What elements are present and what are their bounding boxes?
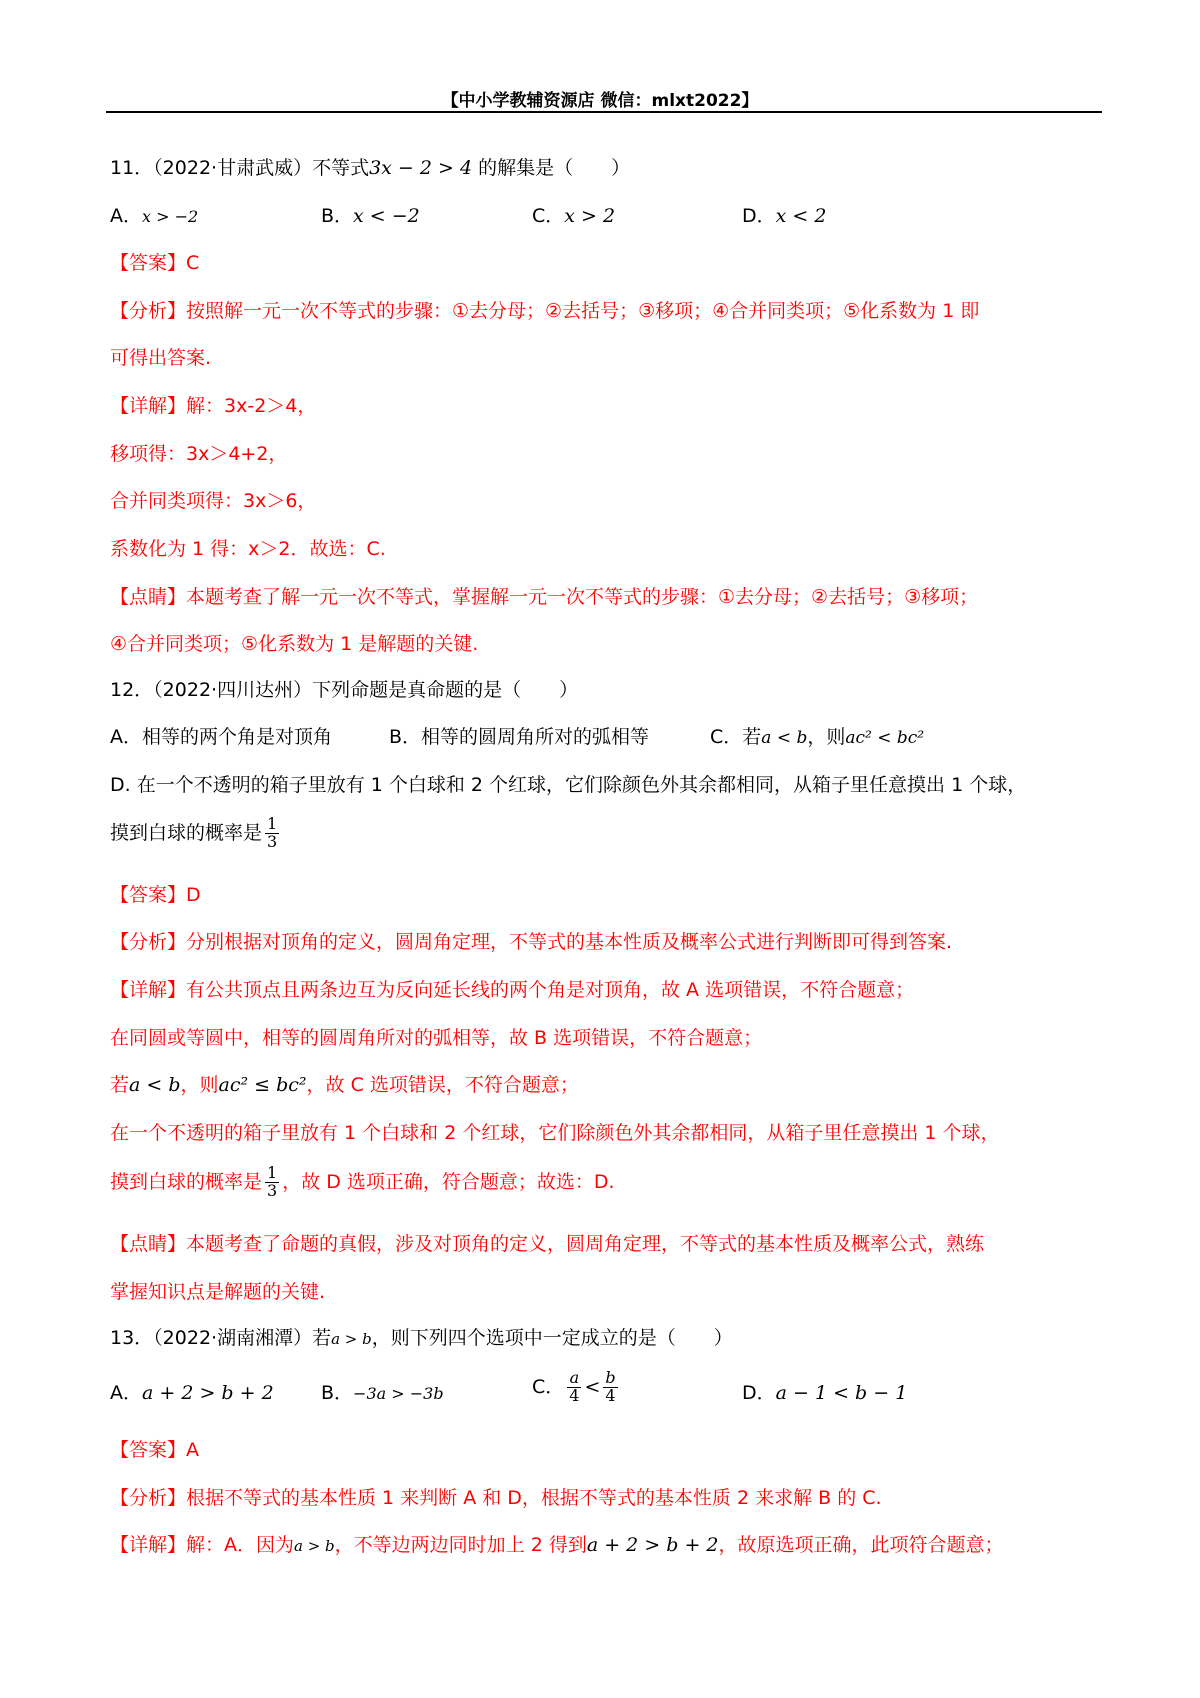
q13-detail-mid: ，不等边两边同时加上 2 得到 [334, 1534, 587, 1556]
q11-option-c [532, 207, 615, 226]
q12-detail-3-cond: a < b [129, 1074, 181, 1096]
q11-detail-2: 移项得：3x＞4+2， [110, 443, 288, 465]
q12-answer: 【答案】D [110, 884, 201, 906]
q13-option-b [321, 1384, 444, 1403]
q12-detail-3-suffix: ，故 C 选项错误，不符合题意； [306, 1074, 579, 1096]
q13-detail-suffix: ，故原选项正确，此项符合题意； [718, 1534, 1004, 1556]
q11-detail-4: 系数化为 1 得：x＞2．故选：C. [110, 538, 386, 560]
q13-option-c [532, 1370, 621, 1405]
q11-option-a [110, 207, 198, 226]
q12-option-b: B．相等的圆周角所对的弧相等 [389, 726, 650, 748]
q13-stem [110, 1329, 733, 1348]
q12-option-c [710, 728, 924, 747]
q11-option-d-math: x < 2 [775, 205, 827, 227]
q12-option-d-1: D. 在一个不透明的箱子里放有 1 个白球和 2 个红球，它们除颜色外其余都相同，从箱子里任意摸出 1 个球， [110, 774, 1027, 796]
q13-frac-a-num: a [567, 1370, 581, 1388]
q13-option-c-lt: < [584, 1375, 601, 1398]
q13-answer: 【答案】A [110, 1439, 199, 1461]
q13-frac-b-num: b [605, 1368, 616, 1387]
q12-detail-5-fraction [265, 1165, 279, 1200]
q12-option-c-mid: ，则 [807, 726, 846, 748]
q12-option-a: A．相等的两个角是对顶角 [110, 726, 332, 748]
q13-analysis: 【分析】根据不等式的基本性质 1 来判断 A 和 D，根据不等式的基本性质 2 来求解 B 的 C. [110, 1487, 882, 1509]
q11-option-b-math: x < −2 [353, 205, 420, 227]
q12-detail-5-suffix: ，故 D 选项正确，符合题意；故选：D. [282, 1170, 615, 1193]
q12-option-c-res: ac² < bc² [845, 728, 925, 748]
q13-option-c-frac-b [603, 1370, 617, 1405]
q12-detail-3-mid: ，则 [180, 1074, 219, 1096]
q13-stem-math: a > b [331, 1330, 372, 1348]
q12-option-c-prefix: C．若 [710, 726, 762, 748]
q11-comment-2: ④合并同类项；⑤化系数为 1 是解题的关键. [110, 633, 479, 655]
q12-comment-1: 【点睛】本题考查了命题的真假，涉及对顶角的定义，圆周角定理，不等式的基本性质及概率公式，熟练 [110, 1233, 985, 1255]
q12-option-d-fraction [265, 816, 279, 851]
q13-option-d [742, 1384, 907, 1403]
q11-stem-suffix: 的解集是（ ） [472, 157, 631, 179]
q11-analysis-2: 可得出答案. [110, 347, 212, 369]
q13-detail-cond: a > b [294, 1537, 335, 1555]
q13-option-b-math: −3a > −3b [353, 1384, 444, 1403]
q11-stem [110, 159, 630, 178]
q13-frac-b-den: 4 [605, 1385, 616, 1405]
q13-option-d-label: D． [742, 1382, 776, 1404]
q11-detail-1: 【详解】解：3x-2＞4， [110, 395, 317, 417]
q12-analysis: 【分析】分别根据对顶角的定义，圆周角定理，不等式的基本性质及概率公式进行判断即可得到答案. [110, 931, 953, 953]
q13-option-d-math: a − 1 < b − 1 [775, 1382, 908, 1404]
q12-detail-4: 在一个不透明的箱子里放有 1 个白球和 2 个红球，它们除颜色外其余都相同，从箱子里任意摸出 1 个球， [110, 1122, 1000, 1144]
q12-detail-frac-num: 1 [267, 1163, 278, 1182]
q12-detail-5-prefix: 摸到白球的概率是 [110, 1170, 263, 1193]
q12-stem: 12．（2022·四川达州）下列命题是真命题的是（ ） [110, 679, 579, 701]
q11-option-b [321, 207, 420, 226]
q13-option-c-frac-a [567, 1370, 581, 1405]
page-header: 【中小学教辅资源店 微信：mlxt2022】 [441, 91, 759, 111]
q13-option-a [110, 1384, 274, 1403]
q11-option-d [742, 207, 826, 226]
q12-detail-3-res: ac² ≤ bc² [218, 1074, 307, 1096]
q12-detail-3 [110, 1076, 579, 1095]
q11-stem-prefix: 11．（2022·甘肃武威）不等式 [110, 157, 370, 179]
q13-frac-a-den: 4 [569, 1385, 580, 1405]
q12-detail-frac-den: 3 [267, 1180, 278, 1200]
q11-analysis-1: 【分析】按照解一元一次不等式的步骤：①去分母；②去括号；③移项；④合并同类项；⑤化系数为 1 即 [110, 300, 980, 322]
q11-option-b-label: B． [321, 205, 354, 227]
q12-comment-2: 掌握知识点是解题的关键. [110, 1281, 326, 1303]
q12-detail-5 [110, 1165, 615, 1200]
q13-detail [110, 1536, 1004, 1555]
q13-stem-prefix: 13．（2022·湖南湘潭）若 [110, 1327, 332, 1349]
q13-detail-prefix: 【详解】解：A．因为 [110, 1534, 294, 1556]
q11-option-a-label: A． [110, 205, 142, 227]
q11-answer: 【答案】C [110, 252, 200, 274]
q12-detail-2: 在同圆或等圆中，相等的圆周角所对的弧相等，故 B 选项错误，不符合题意； [110, 1027, 763, 1049]
q13-stem-suffix: ，则下列四个选项中一定成立的是（ ） [371, 1327, 733, 1349]
q11-detail-3: 合并同类项得：3x＞6， [110, 490, 317, 512]
q12-option-c-cond: a < b [761, 728, 808, 748]
q13-option-a-label: A． [110, 1382, 142, 1404]
q11-stem-math: 3x − 2 > 4 [369, 157, 473, 179]
q12-detail-1: 【详解】有公共顶点且两条边互为反向延长线的两个角是对顶角，故 A 选项错误，不符合题意； [110, 979, 915, 1001]
q12-option-d-2 [110, 816, 282, 851]
q12-option-d-2-text: 摸到白球的概率是 [110, 821, 263, 844]
q13-detail-res: a + 2 > b + 2 [586, 1534, 719, 1556]
header-rule [106, 111, 1102, 113]
q11-option-d-label: D． [742, 205, 776, 227]
q12-frac-den: 3 [267, 831, 278, 851]
q12-detail-3-prefix: 若 [110, 1074, 130, 1096]
q13-option-c-label: C． [532, 1375, 565, 1398]
q13-option-b-label: B． [321, 1382, 354, 1404]
q11-option-a-math: x > −2 [142, 207, 199, 226]
q11-option-c-label: C． [532, 205, 565, 227]
q12-frac-num: 1 [267, 814, 278, 833]
q11-option-c-math: x > 2 [564, 205, 616, 227]
q11-comment-1: 【点睛】本题考查了解一元一次不等式，掌握解一元一次不等式的步骤：①去分母；②去括号；③移项； [110, 586, 979, 608]
q13-option-a-math: a + 2 > b + 2 [142, 1382, 274, 1404]
